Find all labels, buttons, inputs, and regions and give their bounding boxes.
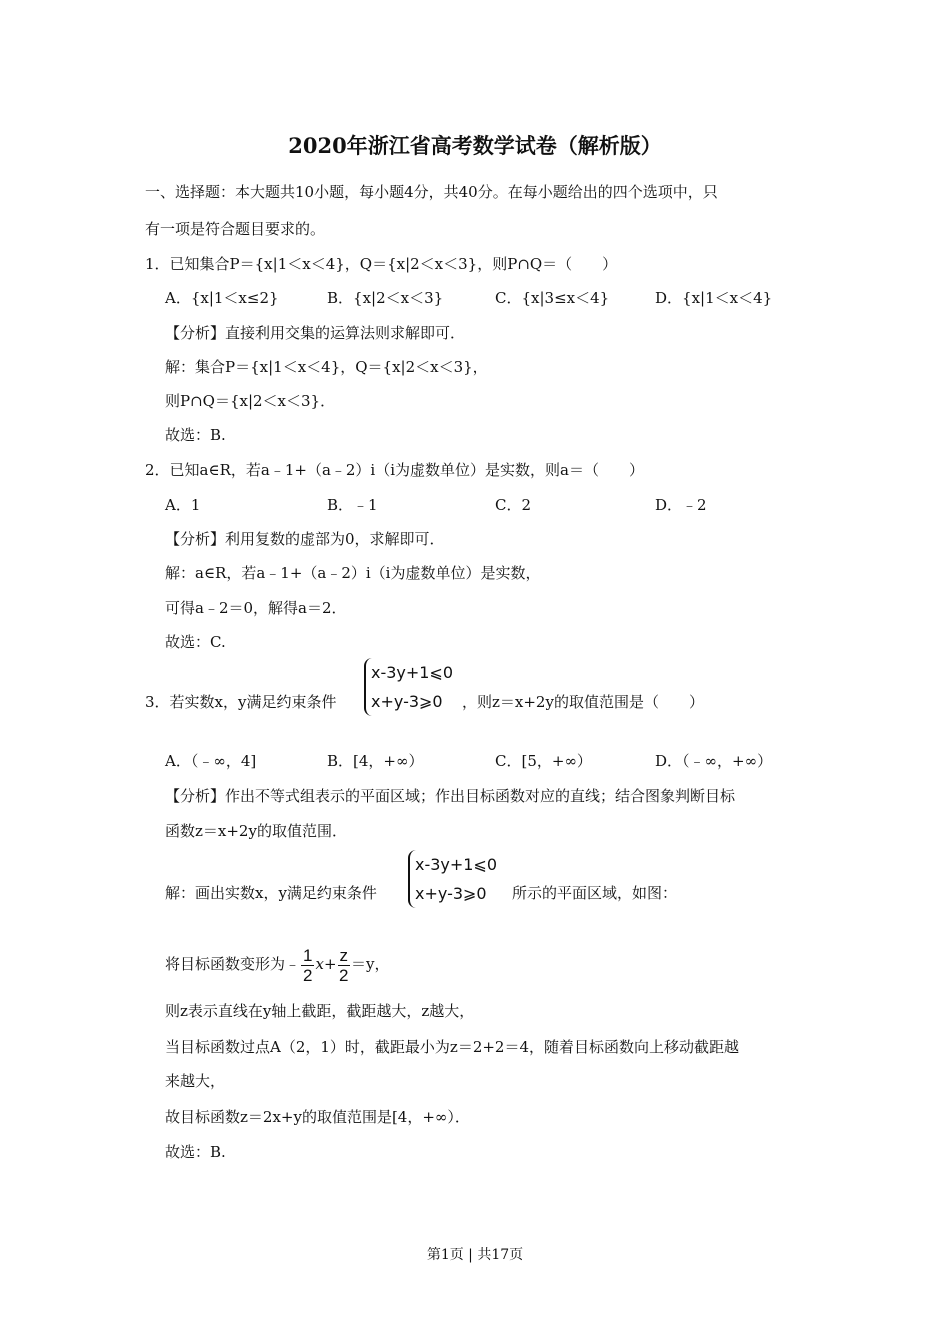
q1-option-b: B．{x|2＜x＜3} bbox=[327, 289, 444, 307]
q3-option-a: A．（﹣∞，4] bbox=[165, 752, 257, 770]
q3-transform-line bbox=[165, 944, 390, 985]
q1-option-d: D．{x|1＜x＜4} bbox=[655, 289, 773, 307]
constraint-system bbox=[364, 658, 453, 716]
q1-answer: 故选：B. bbox=[165, 426, 226, 444]
q3-solution-line: 当目标函数过点A（2，1）时，截距最小为z＝2+2＝4，随着目标函数向上移动截距越 bbox=[165, 1038, 740, 1056]
constraint-2: x+y-3⩾0 bbox=[415, 884, 487, 903]
q1-solution-line: 则P∩Q＝{x|2＜x＜3}． bbox=[165, 392, 336, 410]
q2-analysis: 【分析】利用复数的虚部为0，求解即可． bbox=[165, 530, 445, 548]
transform-mid: x+ bbox=[315, 955, 337, 973]
q2-option-c: C．2 bbox=[495, 496, 532, 514]
q3-solution-line: 则z表示直线在y轴上截距，截距越大，z越大， bbox=[165, 1002, 475, 1020]
q3-solution-line: 来越大， bbox=[165, 1072, 226, 1090]
question-3-stem-start: 3．若实数x，y满足约束条件 bbox=[145, 693, 337, 711]
q3-solution-end: 所示的平面区域，如图： bbox=[512, 884, 678, 902]
fraction-z-half: $\frac{z}{2}$ bbox=[339, 945, 349, 985]
q3-option-d: D．（﹣∞，+∞） bbox=[655, 752, 773, 770]
section-intro-line: 有一项是符合题目要求的。 bbox=[145, 220, 326, 238]
q2-answer: 故选：C. bbox=[165, 633, 226, 651]
question-3-stem-end: ，则z＝x+2y的取值范围是（ ） bbox=[462, 693, 704, 711]
q3-option-c: C．[5，+∞） bbox=[495, 752, 592, 770]
constraint-system-solution bbox=[408, 850, 497, 908]
q3-analysis-line: 函数z＝x+2y的取值范围． bbox=[165, 822, 347, 840]
constraint-1: x-3y+1⩽0 bbox=[415, 855, 498, 874]
fraction-one-half: $\frac{1}{2}$ bbox=[303, 945, 313, 985]
q3-analysis-line: 【分析】作出不等式组表示的平面区域；作出目标函数对应的直线；结合图象判断目标 bbox=[165, 787, 736, 805]
q1-solution-line: 解：集合P＝{x|1＜x＜4}，Q＝{x|2＜x＜3}， bbox=[165, 358, 488, 376]
page-footer: 第1页 | 共17页 bbox=[426, 1247, 524, 1263]
q3-solution-line: 故目标函数z＝2x+y的取值范围是[4，+∞）． bbox=[165, 1108, 470, 1126]
q2-option-b: B．﹣1 bbox=[327, 496, 378, 514]
section-intro-line: 一、选择题：本大题共10小题，每小题4分，共40分。在每小题给出的四个选项中，只 bbox=[145, 183, 718, 201]
constraint-2: x+y-3⩾0 bbox=[371, 692, 443, 711]
transform-prefix: 将目标函数变形为﹣ bbox=[165, 955, 301, 973]
q1-analysis: 【分析】直接利用交集的运算法则求解即可． bbox=[165, 324, 466, 342]
q2-option-a: A．1 bbox=[165, 496, 201, 514]
question-1-stem: 1．已知集合P＝{x|1＜x＜4}，Q＝{x|2＜x＜3}，则P∩Q＝（ ） bbox=[145, 255, 618, 273]
q1-option-c: C．{x|3≤x＜4} bbox=[495, 289, 610, 307]
q2-option-d: D．﹣2 bbox=[655, 496, 707, 514]
q1-option-a: A．{x|1＜x≤2} bbox=[165, 289, 279, 307]
q2-solution-line: 可得a﹣2＝0，解得a＝2． bbox=[165, 599, 347, 617]
q3-answer: 故选：B. bbox=[165, 1143, 226, 1161]
q2-solution-line: 解：a∈R，若a﹣1+（a﹣2）i（i为虚数单位）是实数， bbox=[165, 564, 541, 582]
q3-solution-start: 解：画出实数x，y满足约束条件 bbox=[165, 884, 377, 902]
constraint-1: x-3y+1⩽0 bbox=[371, 663, 454, 682]
question-2-stem: 2．已知a∈R，若a﹣1+（a﹣2）i（i为虚数单位）是实数，则a＝（ ） bbox=[145, 461, 644, 479]
transform-suffix: ＝y， bbox=[351, 955, 390, 973]
page-title: 2020年浙江省高考数学试卷（解析版） bbox=[288, 133, 662, 158]
q3-option-b: B．[4，+∞） bbox=[327, 752, 424, 770]
